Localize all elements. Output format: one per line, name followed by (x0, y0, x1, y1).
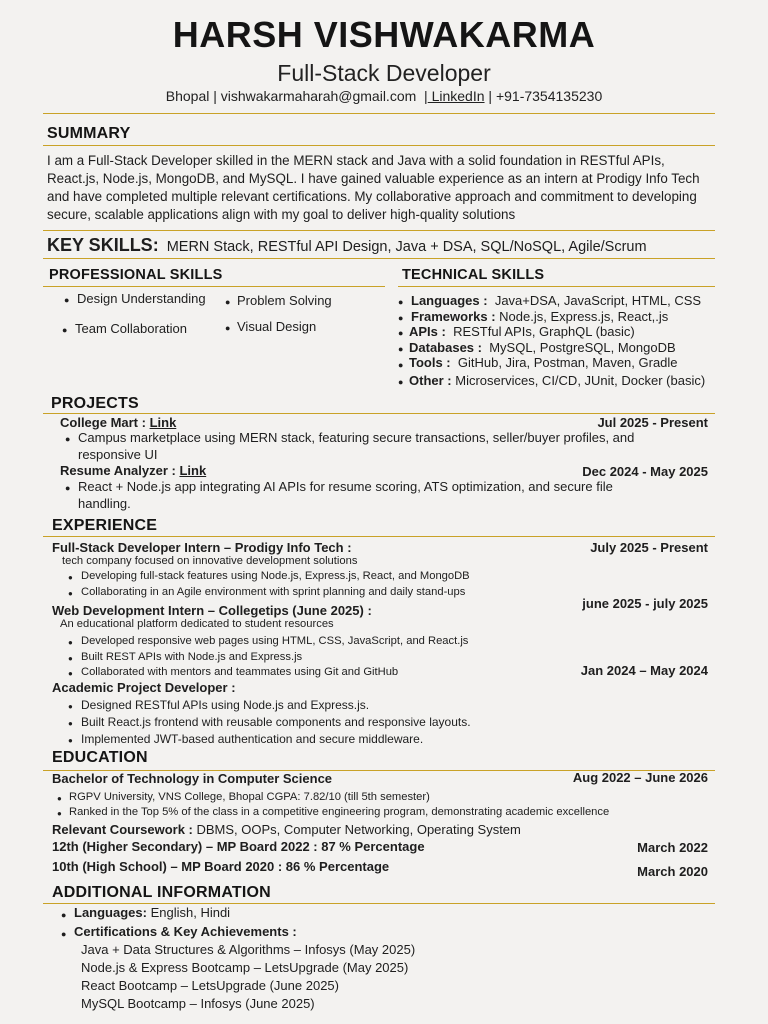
tech-skill-row: Languages : Java+DSA, JavaScript, HTML, CSS (411, 293, 702, 308)
divider (43, 903, 715, 904)
experience-heading: EXPERIENCE (52, 517, 158, 534)
bullet-icon: ● (225, 323, 231, 333)
degree-date: Aug 2022 – June 2026 (572, 770, 708, 785)
bullet-icon: ● (68, 736, 73, 745)
certifications-label: Certifications & Key Achievements : (74, 924, 297, 939)
certification-item: MySQL Bootcamp – Infosys (June 2025) (81, 996, 315, 1011)
education-bullet: Ranked in the Top 5% of the class in a competitive engineering program, demonstrating academic excellence (69, 806, 610, 818)
job-title: Web Development Intern – Collegetips (June 2025) : (52, 603, 372, 618)
divider (43, 230, 715, 231)
job-title: Full-Stack Developer (277, 60, 491, 86)
key-skills-heading: KEY SKILLS: (47, 235, 159, 255)
divider (43, 145, 715, 146)
summary-text: I am a Full-Stack Developer skilled in the MERN stack and Java with a solid foundation in RESTful APIs, React.js, Node.js, MongoDB, and MySQL. I have gained valuable experience as an intern at Prodigy Info Tech and have completed multiple relevant certifications. My collaborative approach and commitment to developing secure, scalable applications align with my goal to deliver high-quality solutions (47, 153, 700, 222)
divider (43, 258, 715, 259)
linkedin-link[interactable]: LinkedIn (427, 88, 485, 104)
job-bullet: Built React.js frontend with reusable components and responsive layouts. (81, 715, 471, 729)
divider (398, 286, 715, 287)
hsc-entry: 12th (Higher Secondary) – MP Board 2022 : 87 % Percentage (52, 839, 425, 854)
certification-item: Node.js & Express Bootcamp – LetsUpgrade (May 2025) (81, 960, 409, 975)
bullet-icon: ● (61, 910, 67, 920)
project-description: React + Node.js app integrating AI APIs for resume scoring, ATS optimization, and secure file (78, 479, 613, 494)
bullet-icon: ● (398, 377, 404, 387)
email[interactable]: vishwakarmaharah@gmail.com (220, 88, 417, 104)
job-bullet: Implemented JWT-based authentication and secure middleware. (81, 732, 424, 746)
project-description: Campus marketplace using MERN stack, featuring secure transactions, seller/buyer profiles, and (78, 430, 635, 445)
job-date: june 2025 - july 2025 (582, 596, 708, 611)
candidate-name: HARSH VISHWAKARMA (172, 14, 596, 55)
bullet-icon: ● (68, 719, 73, 728)
technical-skills-heading: TECHNICAL SKILLS (402, 267, 545, 283)
education-heading: EDUCATION (52, 749, 148, 766)
bullet-icon: ● (57, 809, 62, 818)
bullet-icon: ● (68, 589, 73, 598)
coursework: Relevant Coursework : DBMS, OOPs, Computer Networking, Operating System (52, 822, 521, 837)
bullet-icon: ● (398, 328, 404, 338)
bullet-icon: ● (398, 297, 404, 307)
bullet-icon: ● (64, 295, 70, 305)
bullet-icon: ● (225, 297, 231, 307)
tech-skill-row: Tools : GitHub, Jira, Postman, Maven, Gradle (409, 355, 678, 370)
project-link[interactable]: Link (179, 463, 207, 478)
bullet-icon: ● (398, 360, 404, 370)
project-date: Dec 2024 - May 2025 (582, 464, 708, 479)
summary-heading: SUMMARY (47, 125, 131, 142)
bullet-icon: ● (68, 573, 73, 582)
professional-skills-heading: PROFESSIONAL SKILLS (49, 267, 223, 283)
bullet-icon: ● (398, 344, 404, 354)
job-title: Academic Project Developer : (52, 680, 236, 695)
bullet-icon: ● (61, 929, 67, 939)
additional-info-heading: ADDITIONAL INFORMATION (52, 884, 271, 901)
bullet-icon: ● (57, 794, 62, 803)
project-title: College Mart : Link (60, 415, 177, 430)
bullet-icon: ● (68, 669, 73, 678)
languages-row: Languages: English, Hindi (74, 905, 231, 920)
job-bullet: Designed RESTful APIs using Node.js and Express.js. (81, 698, 370, 712)
project-description: handling. (78, 496, 131, 511)
pro-skill-item: Visual Design (237, 319, 317, 334)
tech-skill-row: APIs : RESTful APIs, GraphQL (basic) (409, 324, 635, 339)
tech-skill-row: Frameworks : Node.js, Express.js, React,.js (411, 309, 669, 324)
bullet-icon: ● (68, 654, 73, 663)
bullet-icon: ● (65, 483, 71, 493)
ssc-date: March 2020 (637, 864, 708, 879)
project-link[interactable]: Link (149, 415, 177, 430)
job-bullet: Collaborating in an Agile environment with sprint planning and daily stand-ups (81, 586, 466, 598)
job-date: July 2025 - Present (590, 540, 708, 555)
degree-title: Bachelor of Technology in Computer Science (52, 771, 333, 786)
company-description: An educational platform dedicated to student resources (60, 618, 334, 630)
job-bullet: Built REST APIs with Node.js and Express.js (81, 651, 303, 663)
bullet-icon: ● (68, 702, 73, 711)
divider (43, 536, 715, 537)
projects-heading: PROJECTS (51, 395, 139, 412)
key-skills-text: MERN Stack, RESTful API Design, Java + DSA, SQL/NoSQL, Agile/Scrum (166, 239, 647, 255)
certification-item: React Bootcamp – LetsUpgrade (June 2025) (81, 978, 339, 993)
project-title: Resume Analyzer : Link (60, 463, 207, 478)
certification-item: Java + Data Structures & Algorithms – Infosys (May 2025) (81, 942, 416, 957)
company-description: tech company focused on innovative development solutions (62, 555, 358, 567)
pro-skill-item: Team Collaboration (75, 321, 188, 336)
key-skills-row (47, 235, 647, 256)
ssc-entry: 10th (High School) – MP Board 2020 : 86 % Percentage (52, 859, 390, 874)
job-bullet: Developing full-stack features using Node.js, Express.js, React, and MongoDB (81, 570, 470, 582)
education-bullet: RGPV University, VNS College, Bhopal CGPA: 7.82/10 (till 5th semester) (69, 791, 430, 803)
contact-line: Bhopal | vishwakarmaharah@gmail.com | LinkedIn | +91-7354135230 (165, 88, 603, 104)
phone: +91-7354135230 (495, 88, 603, 104)
bullet-icon: ● (68, 638, 73, 647)
bullet-icon: ● (62, 325, 68, 335)
hsc-date: March 2022 (637, 840, 708, 855)
job-bullet: Collaborated with mentors and teammates using Git and GitHub (81, 666, 399, 678)
pro-skill-item: Design Understanding (77, 291, 206, 306)
pro-skill-item: Problem Solving (237, 293, 332, 308)
project-date: Jul 2025 - Present (597, 415, 708, 430)
divider (43, 413, 715, 414)
divider (43, 113, 715, 114)
job-bullet: Developed responsive web pages using HTML, CSS, JavaScript, and React.js (81, 635, 469, 647)
job-title: Full-Stack Developer Intern – Prodigy Info Tech : (52, 540, 352, 555)
project-description: responsive UI (78, 447, 158, 462)
job-date: Jan 2024 – May 2024 (580, 663, 708, 678)
bullet-icon: ● (65, 434, 71, 444)
tech-skill-row: Databases : MySQL, PostgreSQL, MongoDB (409, 340, 676, 355)
location: Bhopal (165, 88, 210, 104)
tech-skill-row: Other : Microservices, CI/CD, JUnit, Docker (basic) (409, 373, 706, 388)
divider (43, 286, 385, 287)
bullet-icon: ● (398, 313, 404, 323)
